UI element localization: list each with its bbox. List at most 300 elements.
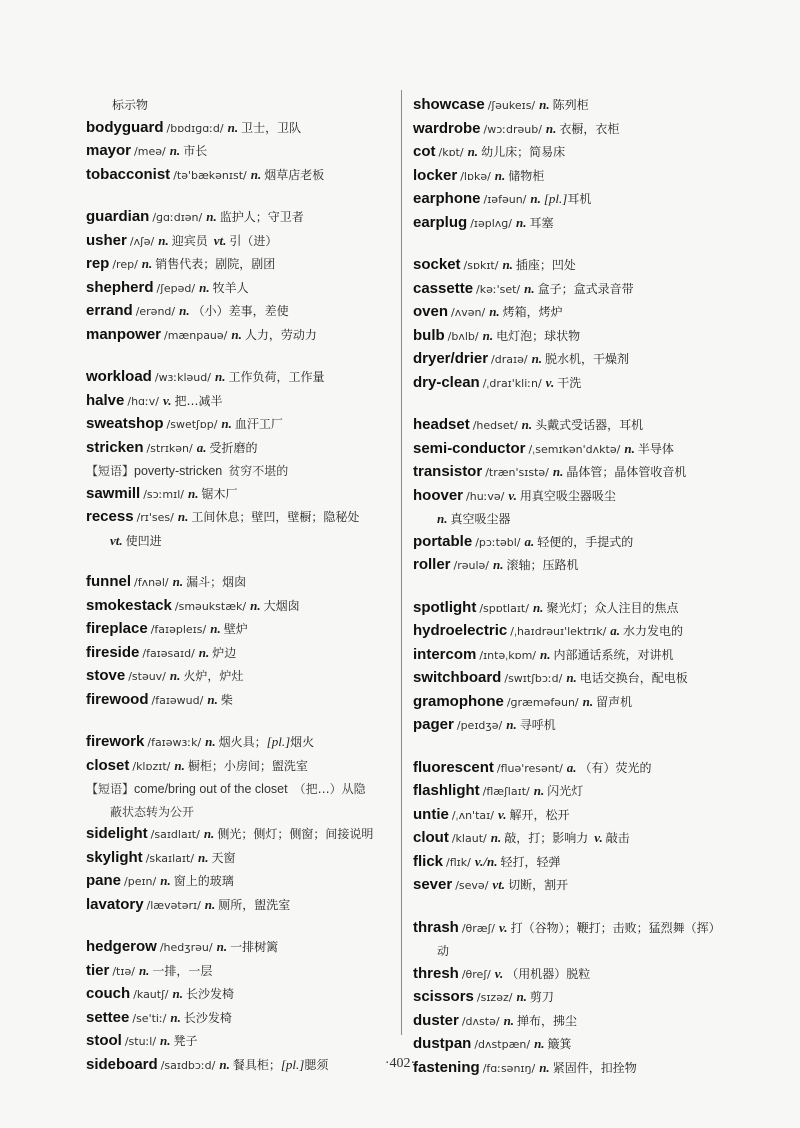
- part-of-speech: n.: [198, 644, 210, 660]
- part-of-speech: n.: [250, 597, 261, 613]
- headword: stricken: [86, 438, 144, 456]
- headword: roller: [413, 556, 451, 573]
- dictionary-entry: [413, 963, 743, 987]
- page-number: ·402·: [384, 1056, 416, 1071]
- phonetic: /ʌʃə/: [129, 234, 155, 248]
- definition: （有）荧光的: [579, 760, 652, 775]
- part-of-speech: n.: [204, 896, 216, 912]
- part-of-speech: n.: [172, 574, 184, 589]
- part-of-speech: n.: [221, 416, 232, 431]
- group-spacer: [86, 712, 391, 731]
- group-spacer: [413, 738, 743, 757]
- definition: 解开，松开: [509, 807, 570, 822]
- part-of-speech: n.: [179, 303, 190, 318]
- group-spacer: [86, 552, 391, 571]
- definition: 簸箕: [547, 1037, 572, 1051]
- dictionary-entry: [413, 757, 743, 781]
- dictionary-entry: [86, 506, 391, 530]
- phrase-tag: 【短语】: [86, 464, 135, 478]
- part-of-speech-secondary: vt.: [213, 232, 227, 248]
- part-of-speech: n.: [203, 826, 215, 841]
- definition-secondary: 敲击: [605, 831, 630, 845]
- group-spacer: [413, 898, 743, 917]
- phonetic: /θreʃ/: [461, 967, 491, 981]
- definition: 闪光灯: [547, 784, 584, 798]
- dictionary-entry: [413, 212, 743, 236]
- phonetic: /swetʃɒp/: [166, 418, 218, 431]
- headword: thresh: [413, 964, 459, 982]
- entry-continuation: 动: [437, 944, 450, 958]
- part-of-speech: n.: [503, 1012, 515, 1028]
- headword: shepherd: [86, 278, 154, 296]
- right-column: [413, 94, 743, 1080]
- headword: smokestack: [86, 596, 172, 614]
- headword: cassette: [413, 279, 474, 297]
- definition: 销售代表；剧院，剧团: [155, 257, 276, 271]
- headword: tobacconist: [86, 165, 171, 183]
- headword: clout: [413, 829, 449, 846]
- phonetic: /wɜːkləud/: [154, 371, 211, 384]
- definition: 真空吸尘器: [450, 512, 511, 526]
- definition: 轻便的，手提式的: [537, 534, 634, 549]
- dictionary-entry: [86, 206, 391, 230]
- dictionary-entry: [86, 936, 391, 960]
- headword: intercom: [413, 645, 477, 663]
- phrase-chinese: （把…）从隐: [293, 782, 366, 796]
- headword: workload: [86, 368, 152, 385]
- headword: dustpan: [413, 1035, 472, 1052]
- part-of-speech: n.: [582, 693, 594, 709]
- lead-in-continuation: 标示物: [112, 98, 149, 112]
- dictionary-entry: [413, 461, 743, 485]
- dictionary-entry: [86, 983, 391, 1007]
- dictionary-entry: [86, 437, 391, 461]
- phonetic: /peɪn/: [124, 875, 157, 888]
- headword: transistor: [413, 463, 483, 480]
- definition: 监护人；守卫者: [219, 210, 304, 224]
- part-of-speech: n.: [530, 191, 541, 206]
- headword: locker: [413, 166, 458, 184]
- phonetic: /fʌnəl/: [134, 576, 169, 589]
- dictionary-entry: [86, 642, 391, 666]
- phonetic: /rep/: [112, 258, 138, 271]
- headword: headset: [413, 416, 470, 433]
- group-spacer: [413, 578, 743, 597]
- dictionary-entry: [86, 894, 391, 918]
- part-of-speech: n.: [624, 440, 635, 456]
- part-of-speech: n.: [207, 691, 218, 707]
- headword: halve: [86, 391, 125, 409]
- phonetic: /flæʃlaɪt/: [482, 785, 530, 798]
- headword: manpower: [86, 325, 162, 343]
- definition: 内部通话系统，对讲机: [553, 647, 674, 662]
- part-of-speech: v.: [508, 487, 517, 503]
- headword: mayor: [86, 142, 132, 159]
- dictionary-entry: [413, 325, 743, 349]
- part-of-speech: n.: [516, 989, 527, 1004]
- entry-group: [86, 206, 391, 347]
- headword: sideboard: [86, 1055, 158, 1073]
- entry-group: [86, 117, 391, 188]
- phonetic: /mænpauə/: [164, 328, 228, 342]
- phonetic: /tɪə/: [112, 964, 135, 978]
- phonetic: /ˌhaɪdrəuɪ'lektrɪk/: [510, 625, 607, 638]
- phonetic: /ˌdraɪ'kliːn/: [482, 376, 542, 390]
- definition: （用机器）脱粒: [506, 966, 591, 981]
- definition-plural: 耳机: [567, 192, 592, 206]
- phonetic: /hɑːv/: [127, 394, 159, 408]
- part-of-speech: n.: [227, 119, 239, 135]
- part-of-speech: n.: [169, 668, 181, 683]
- part-of-speech: n.: [231, 326, 242, 342]
- definition: 切断，割开: [508, 878, 569, 892]
- group-spacer: [86, 187, 391, 206]
- headword: showcase: [413, 96, 485, 113]
- entry-group: [413, 597, 743, 738]
- definition: 天窗: [211, 850, 236, 865]
- phonetic: /ɡræməfəun/: [506, 695, 579, 709]
- headword: dry-clean: [413, 373, 480, 391]
- dictionary-entry: [413, 188, 743, 212]
- headword: firewood: [86, 690, 149, 708]
- phonetic: /fluə'resənt/: [496, 761, 563, 775]
- phrase-tag: 【短语】: [86, 782, 135, 796]
- phonetic: /bʌlb/: [447, 329, 479, 343]
- phonetic: /ɪntəˌkɒm/: [479, 648, 537, 662]
- definition: 窗上的玻璃: [173, 874, 234, 888]
- phonetic: /ʃəukeɪs/: [487, 99, 536, 112]
- headword: scissors: [413, 988, 474, 1005]
- dictionary-entry: [413, 1010, 743, 1034]
- dictionary-entry: [86, 823, 391, 847]
- entry-group: [86, 366, 391, 552]
- headword: duster: [413, 1011, 459, 1029]
- part-of-speech: n.: [169, 143, 181, 158]
- definition: 储物柜: [508, 168, 545, 183]
- dictionary-entry: [86, 390, 391, 414]
- phonetic: /klɒzɪt/: [132, 759, 171, 773]
- headword: flick: [413, 852, 444, 870]
- definition: 侧光；侧灯；侧窗；间接说明: [217, 827, 374, 841]
- part-of-speech: a.: [524, 533, 535, 549]
- headword: pane: [86, 872, 122, 889]
- headword: portable: [413, 532, 473, 550]
- dictionary-entry: [86, 230, 391, 254]
- phonetic: /hedset/: [472, 419, 518, 432]
- phonetic: /klaut/: [451, 832, 487, 845]
- definition: 血汗工厂: [234, 417, 283, 431]
- dictionary-entry: [413, 780, 743, 804]
- definition: 大烟囱: [263, 598, 300, 613]
- entry-group: [86, 571, 391, 712]
- phonetic: /sɪzəz/: [476, 991, 513, 1004]
- headword: funnel: [86, 573, 131, 590]
- dictionary-entry: [86, 847, 391, 871]
- part-of-speech: n.: [250, 166, 262, 182]
- dictionary-entry: [413, 372, 743, 396]
- phonetic: /stəuv/: [128, 670, 166, 683]
- dictionary-entry: [86, 253, 391, 277]
- headword: sidelight: [86, 825, 148, 842]
- headword: settee: [86, 1008, 130, 1026]
- part-of-speech: vt.: [110, 532, 123, 548]
- headword: firework: [86, 733, 145, 750]
- definition: 餐具柜；: [232, 1057, 281, 1072]
- phonetic: /sevə/: [455, 879, 489, 892]
- phonetic: /ʃepəd/: [156, 281, 196, 295]
- phonetic: /se'tiː/: [132, 1011, 167, 1025]
- phrase-line: [86, 460, 391, 483]
- part-of-speech: n.: [482, 327, 494, 343]
- headword: guardian: [86, 208, 150, 225]
- phonetic: /hedʒrəu/: [159, 941, 213, 954]
- part-of-speech: n.: [198, 849, 209, 865]
- definition: （小）差事，差使: [192, 304, 289, 318]
- headword: switchboard: [413, 669, 502, 686]
- definition-secondary: 引（进）: [229, 233, 278, 248]
- part-of-speech: a.: [610, 623, 621, 638]
- headword: oven: [413, 303, 449, 320]
- phonetic: /kəː'set/: [476, 282, 521, 296]
- phonetic: /ɪəfəun/: [483, 193, 527, 206]
- definition: 长沙发椅: [185, 987, 234, 1001]
- dictionary-entry: [413, 438, 743, 462]
- part-of-speech: n.: [489, 304, 500, 319]
- phrase-line: [86, 778, 391, 801]
- headword: lavatory: [86, 895, 144, 913]
- part-of-speech: n.: [199, 279, 210, 295]
- definition: 打（谷物）；鞭打；击败；猛烈舞（挥）: [510, 920, 721, 935]
- part-of-speech-secondary: v.: [594, 830, 603, 845]
- phonetic: /ˌsemɪkən'dʌktə/: [528, 442, 621, 456]
- phrase-continuation: 蔽状态转为公开: [110, 804, 195, 819]
- entry-group: [413, 757, 743, 898]
- definition: 插座；凹处: [515, 258, 576, 272]
- dictionary-entry: [413, 986, 743, 1010]
- dictionary-entry: [413, 94, 743, 118]
- headword: errand: [86, 302, 133, 319]
- entry-group: [86, 731, 391, 917]
- dictionary-entry: [86, 618, 391, 642]
- phonetic: /ɡɑːdɪən/: [152, 211, 203, 224]
- dictionary-entry: [413, 165, 743, 189]
- headword: hoover: [413, 486, 464, 504]
- phonetic: /erənd/: [135, 305, 176, 318]
- definition: 受折磨的: [209, 440, 258, 455]
- dictionary-entry: [413, 1033, 743, 1057]
- definition: 水力发电的: [623, 624, 684, 638]
- phonetic: /spɒtlaɪt/: [479, 601, 529, 615]
- part-of-speech: n.: [467, 144, 479, 159]
- phonetic: /kautʃ/: [133, 988, 169, 1001]
- definition: 半导体: [637, 441, 674, 456]
- definition: 用真空吸尘器吸尘: [519, 488, 616, 503]
- definition: 剪刀: [529, 990, 554, 1004]
- part-of-speech: n.: [516, 214, 527, 230]
- dictionary-entry: [86, 595, 391, 619]
- definition: 一排树篱: [230, 940, 279, 954]
- definition: 市长: [183, 144, 208, 158]
- phonetic: /flɪk/: [446, 855, 471, 869]
- definition: 壁炉: [223, 622, 248, 636]
- phonetic: /ɪəplʌɡ/: [470, 216, 512, 230]
- part-of-speech: n.: [210, 621, 221, 636]
- dictionary-entry: [413, 667, 743, 691]
- definition: 卫士，卫队: [241, 120, 302, 135]
- definition: 厕所，盥洗室: [218, 897, 291, 912]
- headword: tier: [86, 961, 110, 979]
- headword: sever: [413, 876, 453, 893]
- definition: 使凹进: [125, 533, 162, 548]
- phonetic: /stuːl/: [124, 1035, 157, 1048]
- dictionary-entry: [86, 117, 391, 141]
- dictionary-entry: [413, 531, 743, 555]
- headword: stove: [86, 667, 126, 684]
- definition: 晶体管；晶体管收音机: [566, 465, 687, 479]
- headword: recess: [86, 508, 134, 525]
- phonetic: /faɪəwud/: [151, 693, 204, 707]
- part-of-speech: n.: [539, 97, 550, 112]
- definition: 脱水机，干燥剂: [545, 352, 630, 366]
- headword: fluorescent: [413, 758, 494, 776]
- headword: untie: [413, 805, 449, 823]
- plural-marker: [pl.]: [280, 1056, 305, 1072]
- definition: 头戴式受话器，耳机: [535, 418, 644, 432]
- phonetic: /wɔːdrəub/: [483, 122, 542, 136]
- headword: semi-conductor: [413, 439, 526, 457]
- definition: 留声机: [596, 694, 633, 709]
- dictionary-entry: [86, 366, 391, 390]
- definition: 耳塞: [529, 215, 554, 230]
- definition: 一排，一层: [152, 963, 213, 978]
- definition: 橱柜；小房间；盥洗室: [187, 758, 308, 773]
- part-of-speech: n.: [506, 717, 517, 732]
- headword: thrash: [413, 918, 459, 936]
- phonetic: /faɪəpleɪs/: [150, 623, 207, 636]
- part-of-speech: v.: [545, 374, 555, 390]
- headword: hedgerow: [86, 938, 157, 955]
- headword: fireplace: [86, 620, 148, 637]
- phonetic: /lɒkə/: [460, 169, 491, 183]
- definition-plural: 烟火: [290, 735, 315, 749]
- definition: 电话交换台，配电板: [579, 671, 688, 685]
- part-of-speech: n.: [170, 1009, 181, 1025]
- group-spacer: [86, 917, 391, 936]
- part-of-speech: n.: [533, 783, 545, 798]
- dictionary-entry: [413, 804, 743, 828]
- definition: 烟火具；: [218, 735, 267, 749]
- left-column: [86, 94, 391, 1077]
- headword: skylight: [86, 848, 143, 866]
- phonetic: /draɪə/: [491, 353, 528, 366]
- dictionary-entry: [86, 483, 391, 507]
- part-of-speech: n.: [138, 962, 150, 978]
- definition: 烤箱，烤炉: [502, 305, 563, 319]
- part-of-speech: n.: [205, 734, 216, 749]
- part-of-speech: n.: [540, 646, 551, 662]
- phonetic: /meə/: [134, 145, 166, 158]
- part-of-speech: n.: [490, 830, 502, 845]
- definition: 凳子: [173, 1034, 198, 1048]
- phonetic: /ʌvən/: [451, 306, 486, 319]
- definition: 火炉，炉灶: [183, 669, 244, 683]
- headword: sweatshop: [86, 415, 164, 432]
- definition: 衣橱，衣柜: [559, 121, 620, 136]
- part-of-speech: a.: [566, 759, 577, 775]
- phonetic: /sməukstæk/: [174, 599, 247, 613]
- definition: 幼儿床；简易床: [481, 145, 566, 159]
- headword: gramophone: [413, 692, 504, 710]
- part-of-speech: n.: [187, 485, 199, 501]
- dictionary-entry: [413, 691, 743, 715]
- definition: 人力，劳动力: [244, 327, 317, 342]
- phonetic: /bɒdɪɡɑːd/: [166, 121, 224, 135]
- phonetic: /θræʃ/: [461, 921, 496, 935]
- headword: pager: [413, 716, 454, 733]
- dictionary-entry: [413, 118, 743, 142]
- part-of-speech: n.: [545, 120, 557, 136]
- part-of-speech: v.: [497, 806, 507, 822]
- definition: 滚轴；压路机: [506, 558, 579, 572]
- dictionary-entry: [413, 301, 743, 325]
- phonetic: /pɔːtəbl/: [475, 535, 521, 549]
- part-of-speech: n.: [552, 464, 564, 479]
- part-of-speech: n.: [494, 167, 506, 183]
- phonetic: /rɪ'ses/: [136, 511, 174, 524]
- headword: spotlight: [413, 598, 477, 616]
- dictionary-entry: [86, 870, 391, 894]
- part-of-speech: n.: [160, 873, 171, 888]
- headword: fastening: [413, 1058, 480, 1076]
- definition: 烟草店老板: [264, 167, 325, 182]
- definition: 陈列柜: [552, 98, 589, 112]
- phrase-english: come/bring out of the closet: [134, 782, 288, 796]
- dictionary-entry: [413, 714, 743, 738]
- dictionary-entry: [413, 554, 743, 578]
- phonetic: /fɑːsənɪŋ/: [482, 1061, 536, 1075]
- phonetic: /sɔːmɪl/: [143, 487, 184, 501]
- dictionary-entry: [413, 620, 743, 644]
- phonetic: /rəulə/: [453, 559, 490, 572]
- headword: stool: [86, 1032, 122, 1049]
- dictionary-entry: [413, 917, 743, 941]
- dictionary-entry: [413, 851, 743, 875]
- part-of-speech: n.: [174, 757, 185, 773]
- phonetic: /dʌstpæn/: [474, 1038, 531, 1051]
- phonetic: /faɪəwɜːk/: [147, 736, 202, 749]
- dictionary-entry: [413, 597, 743, 621]
- dictionary-entry: [86, 277, 391, 301]
- phonetic: /saɪdbɔːd/: [160, 1058, 216, 1072]
- part-of-speech: n.: [534, 1036, 545, 1051]
- headword: socket: [413, 256, 461, 273]
- phonetic: /dʌstə/: [461, 1014, 500, 1028]
- headword: bodyguard: [86, 118, 164, 136]
- part-of-speech: v.: [494, 965, 504, 981]
- definition: 迎宾员: [171, 233, 208, 248]
- part-of-speech: v.: [499, 919, 508, 935]
- part-of-speech: n.: [206, 209, 217, 224]
- phonetic: /lævətərɪ/: [146, 898, 201, 912]
- group-spacer: [413, 235, 743, 254]
- definition: 敲，打；影响力: [504, 831, 589, 845]
- phrase-english: poverty-stricken: [134, 464, 223, 478]
- phonetic: /faɪəsaɪd/: [142, 646, 195, 660]
- dictionary-entry: [413, 414, 743, 438]
- column-divider: [401, 90, 402, 1035]
- part-of-speech: n.: [521, 417, 533, 432]
- part-of-speech: v./n.: [474, 853, 498, 869]
